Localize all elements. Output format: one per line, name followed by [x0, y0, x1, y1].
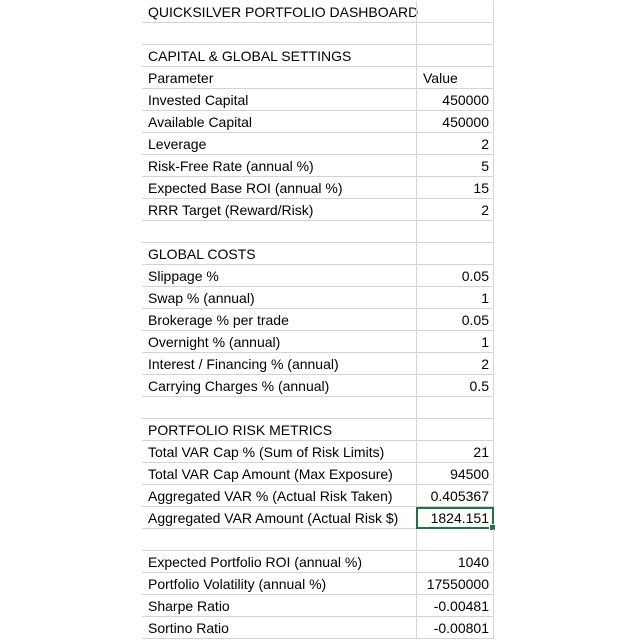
empty-cell[interactable] [416, 23, 494, 45]
value-cell[interactable]: 94500 [416, 463, 494, 485]
empty-cell[interactable] [142, 23, 416, 45]
label-cell[interactable]: Total VAR Cap Amount (Max Exposure) [142, 463, 416, 485]
sheet-row [142, 529, 494, 551]
empty-cell[interactable] [416, 45, 494, 67]
sheet-row [142, 617, 494, 639]
value-cell[interactable]: -0.00481 [416, 595, 494, 617]
sheet-row [142, 23, 494, 45]
sheet-row [142, 485, 494, 507]
label-cell[interactable]: Sortino Ratio [142, 617, 416, 639]
sheet-row [142, 573, 494, 595]
value-cell[interactable]: 0.5 [416, 375, 494, 397]
value-cell[interactable]: 1 [416, 331, 494, 353]
value-cell[interactable]: 17550000 [416, 573, 494, 595]
value-cell[interactable]: 1040 [416, 551, 494, 573]
label-cell[interactable]: Expected Portfolio ROI (annual %) [142, 551, 416, 573]
sheet-row [142, 221, 494, 243]
label-cell[interactable]: Slippage % [142, 265, 416, 287]
sheet-row [142, 441, 494, 463]
empty-cell[interactable] [416, 1, 494, 23]
label-cell[interactable]: Leverage [142, 133, 416, 155]
label-cell[interactable]: Interest / Financing % (annual) [142, 353, 416, 375]
value-cell[interactable]: 450000 [416, 111, 494, 133]
value-cell[interactable]: 5 [416, 155, 494, 177]
value-cell[interactable]: 2 [416, 353, 494, 375]
sheet-row [142, 595, 494, 617]
label-cell[interactable]: Portfolio Volatility (annual %) [142, 573, 416, 595]
value-cell[interactable]: 0.05 [416, 265, 494, 287]
sheet-row [142, 177, 494, 199]
sheet-row [142, 419, 494, 441]
value-cell[interactable]: 2 [416, 133, 494, 155]
sheet-row [142, 89, 494, 111]
label-cell[interactable]: Aggregated VAR % (Actual Risk Taken) [142, 485, 416, 507]
label-cell[interactable]: Swap % (annual) [142, 287, 416, 309]
label-cell[interactable]: PORTFOLIO RISK METRICS [142, 419, 416, 441]
value-cell[interactable]: 450000 [416, 89, 494, 111]
label-cell[interactable]: Available Capital [142, 111, 416, 133]
sheet-row [142, 1, 494, 23]
empty-cell[interactable] [416, 419, 494, 441]
empty-cell[interactable] [142, 397, 416, 419]
value-cell[interactable]: 15 [416, 177, 494, 199]
empty-cell[interactable] [416, 529, 494, 551]
label-cell[interactable]: RRR Target (Reward/Risk) [142, 199, 416, 221]
label-cell[interactable]: QUICKSILVER PORTFOLIO DASHBOARD [142, 1, 416, 23]
value-cell[interactable]: 0.05 [416, 309, 494, 331]
label-cell[interactable]: Expected Base ROI (annual %) [142, 177, 416, 199]
sheet-row [142, 309, 494, 331]
label-cell[interactable]: Total VAR Cap % (Sum of Risk Limits) [142, 441, 416, 463]
label-cell[interactable]: Parameter [142, 67, 416, 89]
sheet-row [142, 507, 494, 529]
label-cell[interactable]: Risk-Free Rate (annual %) [142, 155, 416, 177]
sheet-row [142, 133, 494, 155]
empty-cell[interactable] [142, 221, 416, 243]
sheet-row [142, 331, 494, 353]
sheet-row [142, 353, 494, 375]
sheet-row [142, 287, 494, 309]
label-cell[interactable]: CAPITAL & GLOBAL SETTINGS [142, 45, 416, 67]
value-cell[interactable]: Value [416, 67, 494, 89]
sheet-row [142, 155, 494, 177]
label-cell[interactable]: GLOBAL COSTS [142, 243, 416, 265]
sheet-row [142, 265, 494, 287]
sheet-row [142, 397, 494, 419]
sheet-row [142, 243, 494, 265]
empty-cell[interactable] [416, 221, 494, 243]
label-cell[interactable]: Sharpe Ratio [142, 595, 416, 617]
selected-value-cell[interactable]: 1824.151 [416, 507, 494, 529]
sheet-row [142, 111, 494, 133]
label-cell[interactable]: Carrying Charges % (annual) [142, 375, 416, 397]
empty-cell[interactable] [416, 243, 494, 265]
value-cell[interactable]: 21 [416, 441, 494, 463]
sheet-row [142, 45, 494, 67]
value-cell[interactable]: -0.00801 [416, 617, 494, 639]
label-cell[interactable]: Invested Capital [142, 89, 416, 111]
label-cell[interactable]: Brokerage % per trade [142, 309, 416, 331]
empty-cell[interactable] [416, 397, 494, 419]
value-cell[interactable]: 2 [416, 199, 494, 221]
value-cell[interactable]: 0.405367 [416, 485, 494, 507]
sheet-row [142, 67, 494, 89]
sheet-row [142, 463, 494, 485]
label-cell[interactable]: Aggregated VAR Amount (Actual Risk $) [142, 507, 416, 529]
sheet-row [142, 375, 494, 397]
sheet-row [142, 199, 494, 221]
empty-cell[interactable] [142, 529, 416, 551]
label-cell[interactable]: Overnight % (annual) [142, 331, 416, 353]
value-cell[interactable]: 1 [416, 287, 494, 309]
sheet-row [142, 551, 494, 573]
